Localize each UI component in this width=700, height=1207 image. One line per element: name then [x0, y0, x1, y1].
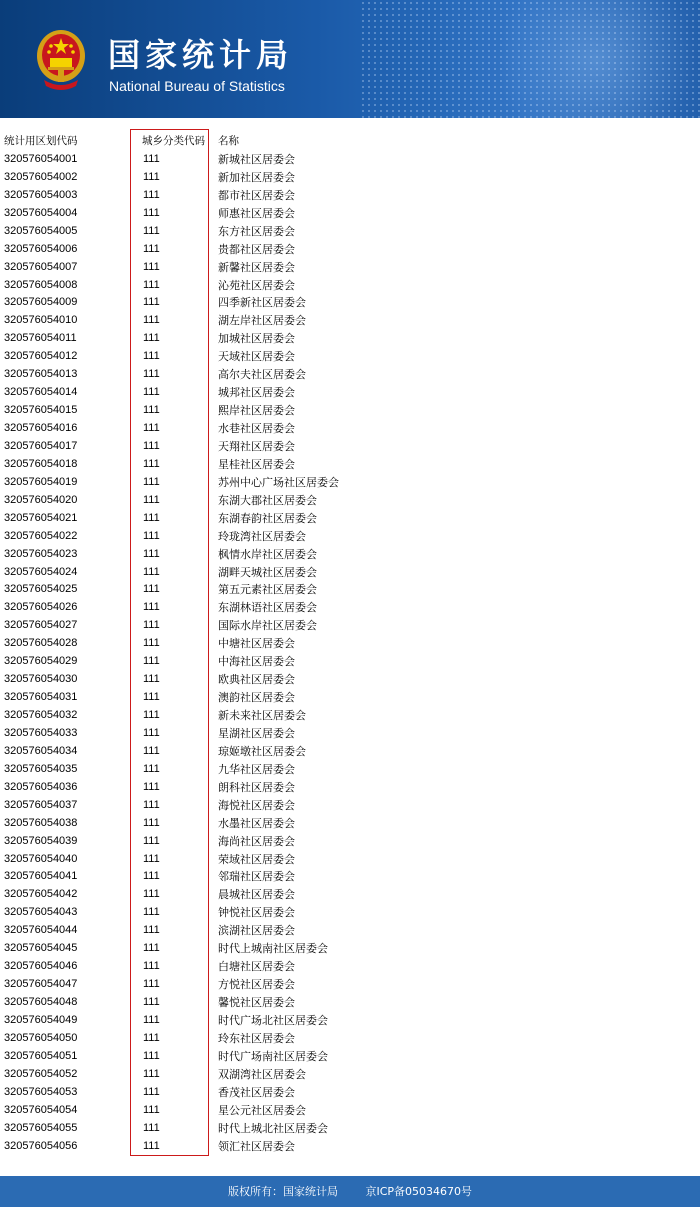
row-name-link[interactable]: 湖畔天城社区居委会 — [218, 565, 317, 579]
row-code-cell: 320576054007 — [4, 260, 78, 273]
row-name-link[interactable]: 馨悦社区居委会 — [218, 996, 295, 1009]
row-category-cell: 111 — [143, 1013, 160, 1026]
row-category-cell: 111 — [143, 924, 160, 937]
row-category-cell: 111 — [143, 152, 160, 165]
row-name-link[interactable]: 白塘社区居委会 — [218, 960, 295, 974]
table-row — [0, 169, 700, 187]
column-header-name: 名称 — [218, 135, 239, 147]
row-code-cell: 320576054036 — [4, 780, 78, 793]
row-category-cell: 111 — [143, 1085, 160, 1098]
row-category-cell: 111 — [143, 1049, 160, 1062]
row-name-link[interactable]: 水巷社区居委会 — [218, 422, 295, 435]
row-category-cell: 111 — [143, 1031, 160, 1044]
table-row — [0, 976, 700, 994]
row-category-cell: 111 — [143, 457, 160, 470]
row-name-link[interactable]: 师惠社区居委会 — [218, 206, 295, 220]
row-code-cell: 320576054014 — [4, 386, 78, 399]
table-row — [0, 833, 700, 851]
row-name-link[interactable]: 东方社区居委会 — [218, 224, 295, 238]
row-code-cell: 320576054042 — [4, 888, 78, 901]
row-name-link[interactable]: 沁苑社区居委会 — [218, 278, 295, 292]
table-row — [0, 761, 700, 779]
row-category-cell: 111 — [143, 870, 160, 883]
row-code-cell: 320576054012 — [4, 350, 78, 363]
row-code-cell: 320576054025 — [4, 583, 78, 596]
table-row — [0, 330, 700, 348]
row-category-cell: 111 — [143, 1067, 160, 1080]
table-row — [0, 223, 700, 241]
row-name-link[interactable]: 熙岸社区居委会 — [218, 404, 295, 418]
row-code-cell: 320576054053 — [4, 1085, 78, 1098]
row-category-cell: 111 — [143, 547, 160, 560]
row-category-cell: 111 — [143, 1121, 160, 1134]
table-row — [0, 599, 700, 617]
row-category-cell: 111 — [143, 188, 160, 201]
table-row — [0, 581, 700, 599]
row-code-cell: 320576054052 — [4, 1067, 78, 1080]
table-row — [0, 725, 700, 743]
table-row — [0, 564, 700, 582]
table-row — [0, 868, 700, 886]
row-name-link[interactable]: 时代广场北社区居委会 — [218, 1013, 328, 1027]
row-code-cell: 320576054006 — [4, 242, 78, 255]
column-header-code: 统计用区划代码 — [4, 135, 78, 147]
row-category-cell: 111 — [143, 386, 160, 399]
row-name-link[interactable]: 新未来社区居委会 — [218, 709, 306, 722]
table-row — [0, 940, 700, 958]
row-code-cell: 320576054037 — [4, 798, 78, 811]
row-code-cell: 320576054020 — [4, 493, 78, 506]
row-code-cell: 320576054019 — [4, 475, 78, 488]
row-category-cell: 111 — [143, 242, 160, 255]
table-row — [0, 474, 700, 492]
table-row — [0, 420, 700, 438]
row-name-link[interactable]: 领汇社区居委会 — [218, 1139, 295, 1153]
row-category-cell: 111 — [143, 260, 160, 273]
row-category-cell: 111 — [143, 780, 160, 793]
site-footer — [0, 1176, 700, 1207]
row-code-cell: 320576054021 — [4, 511, 78, 524]
row-code-cell: 320576054001 — [4, 152, 78, 165]
row-category-cell: 111 — [143, 170, 160, 183]
row-category-cell: 111 — [143, 888, 160, 901]
table-row — [0, 384, 700, 402]
row-name-link[interactable]: 方悦社区居委会 — [218, 978, 295, 992]
table-row — [0, 689, 700, 707]
row-code-cell: 320576054054 — [4, 1103, 78, 1116]
row-code-cell: 320576054009 — [4, 296, 78, 309]
row-code-cell: 320576054016 — [4, 422, 78, 434]
row-name-link[interactable]: 朗科社区居委会 — [218, 780, 295, 794]
row-code-cell: 320576054040 — [4, 852, 78, 865]
row-category-cell: 111 — [143, 726, 160, 739]
row-name-link[interactable]: 欧典社区居委会 — [218, 673, 295, 687]
table-row — [0, 1102, 700, 1120]
row-code-cell: 320576054045 — [4, 942, 78, 955]
table-row — [0, 402, 700, 420]
row-name-link[interactable]: 玲东社区居委会 — [218, 1031, 295, 1045]
row-name-link[interactable]: 玲珑湾社区居委会 — [218, 529, 306, 543]
table-row — [0, 815, 700, 833]
row-code-cell: 320576054010 — [4, 314, 78, 327]
row-name-link[interactable]: 星公元社区居委会 — [218, 1103, 306, 1117]
footer-copyright: 版权所有：国家统计局 — [227, 1185, 338, 1198]
row-name-link[interactable]: 时代上城北社区居委会 — [218, 1121, 328, 1135]
row-category-cell: 111 — [143, 511, 160, 524]
table-row — [0, 671, 700, 689]
table-row — [0, 277, 700, 295]
table-row — [0, 348, 700, 366]
row-code-cell: 320576054033 — [4, 726, 78, 739]
table-row — [0, 510, 700, 528]
table-row — [0, 743, 700, 761]
world-map-dots — [360, 0, 700, 118]
row-name-link[interactable]: 海悦社区居委会 — [218, 798, 295, 812]
row-category-cell: 111 — [143, 314, 160, 327]
row-name-link[interactable]: 钟悦社区居委会 — [218, 906, 295, 920]
row-category-cell: 111 — [143, 691, 160, 704]
row-code-cell: 320576054031 — [4, 691, 78, 704]
row-code-cell: 320576054004 — [4, 206, 78, 219]
row-name-link[interactable]: 九华社区居委会 — [218, 762, 295, 776]
row-category-cell: 111 — [143, 350, 160, 363]
table-row — [0, 528, 700, 546]
row-code-cell: 320576054028 — [4, 637, 78, 650]
row-category-cell: 111 — [143, 762, 160, 775]
row-code-cell: 320576054048 — [4, 996, 78, 1008]
row-code-cell: 320576054039 — [4, 834, 78, 847]
row-category-cell: 111 — [143, 852, 160, 865]
row-name-link[interactable]: 晨城社区居委会 — [218, 888, 295, 902]
division-code-table — [0, 133, 700, 1155]
row-code-cell: 320576054013 — [4, 368, 78, 381]
table-row — [0, 294, 700, 312]
row-code-cell: 320576054050 — [4, 1031, 78, 1044]
table-row — [0, 851, 700, 869]
row-name-link[interactable]: 时代广场南社区居委会 — [218, 1049, 328, 1063]
row-code-cell: 320576054015 — [4, 404, 78, 417]
row-code-cell: 320576054034 — [4, 744, 78, 757]
row-code-cell: 320576054056 — [4, 1139, 78, 1152]
table-row — [0, 1138, 700, 1156]
row-name-link[interactable]: 滨湖社区居委会 — [218, 924, 295, 938]
table-row — [0, 1030, 700, 1048]
row-name-link[interactable]: 天翔社区居委会 — [218, 439, 295, 453]
row-code-cell: 320576054027 — [4, 619, 78, 632]
table-row — [0, 456, 700, 474]
row-category-cell: 111 — [143, 601, 160, 614]
row-code-cell: 320576054055 — [4, 1121, 78, 1134]
row-category-cell: 111 — [143, 493, 160, 506]
row-code-cell: 320576054026 — [4, 601, 78, 614]
row-code-cell: 320576054044 — [4, 924, 78, 937]
row-name-link[interactable]: 邻瑞社区居委会 — [218, 870, 295, 884]
row-category-cell: 111 — [143, 834, 160, 847]
row-category-cell: 111 — [143, 583, 160, 596]
row-name-link[interactable]: 新馨社区居委会 — [218, 260, 295, 274]
row-code-cell: 320576054038 — [4, 816, 78, 829]
row-category-cell: 111 — [143, 637, 160, 650]
row-category-cell: 111 — [143, 906, 160, 919]
row-code-cell: 320576054029 — [4, 655, 78, 668]
row-name-link[interactable]: 第五元素社区居委会 — [218, 583, 317, 597]
row-name-link[interactable]: 星桂社区居委会 — [218, 457, 295, 471]
row-code-cell: 320576054046 — [4, 960, 78, 973]
row-code-cell: 320576054032 — [4, 709, 78, 721]
row-category-cell: 111 — [143, 439, 160, 452]
table-row — [0, 886, 700, 904]
row-code-cell: 320576054018 — [4, 457, 78, 470]
table-row — [0, 366, 700, 384]
table-row — [0, 241, 700, 259]
table-row — [0, 707, 700, 725]
row-code-cell: 320576054047 — [4, 978, 78, 991]
row-name-link[interactable]: 国际水岸社区居委会 — [218, 619, 317, 633]
row-code-cell: 320576054024 — [4, 565, 78, 578]
row-name-link[interactable]: 时代上城南社区居委会 — [218, 942, 328, 956]
row-code-cell: 320576054023 — [4, 547, 78, 560]
row-name-link[interactable]: 双湖湾社区居委会 — [218, 1067, 306, 1081]
table-row — [0, 1048, 700, 1066]
site-header — [0, 0, 700, 118]
table-row — [0, 779, 700, 797]
row-category-cell: 111 — [143, 655, 160, 668]
row-name-link[interactable]: 东湖春韵社区居委会 — [218, 511, 317, 525]
row-name-link[interactable]: 海尚社区居委会 — [218, 834, 295, 848]
row-code-cell: 320576054041 — [4, 870, 78, 883]
row-code-cell: 320576054008 — [4, 278, 78, 291]
row-name-link[interactable]: 新城社区居委会 — [218, 152, 295, 166]
row-category-cell: 111 — [143, 619, 160, 632]
row-name-link[interactable]: 城邦社区居委会 — [218, 386, 295, 400]
row-category-cell: 111 — [143, 709, 160, 721]
table-row — [0, 312, 700, 330]
row-category-cell: 111 — [143, 565, 160, 578]
table-header-row — [0, 133, 700, 151]
table-row — [0, 492, 700, 510]
row-code-cell: 320576054011 — [4, 332, 77, 345]
row-category-cell: 111 — [143, 278, 160, 291]
row-category-cell: 111 — [143, 368, 160, 381]
row-name-link[interactable]: 苏州中心广场社区居委会 — [218, 475, 339, 489]
row-name-link[interactable]: 香茂社区居委会 — [218, 1085, 295, 1099]
table-row — [0, 653, 700, 671]
row-code-cell: 320576054051 — [4, 1049, 78, 1062]
row-category-cell: 111 — [143, 404, 160, 417]
row-category-cell: 111 — [143, 978, 160, 991]
table-row — [0, 994, 700, 1012]
row-code-cell: 320576054043 — [4, 906, 78, 919]
table-row — [0, 546, 700, 564]
table-row — [0, 1084, 700, 1102]
row-name-link[interactable]: 东湖林语社区居委会 — [218, 601, 317, 615]
row-name-link[interactable]: 四季新社区居委会 — [218, 296, 306, 310]
row-code-cell: 320576054005 — [4, 224, 78, 237]
table-body — [0, 151, 700, 1156]
row-category-cell: 111 — [143, 673, 160, 686]
row-category-cell: 111 — [143, 475, 160, 488]
table-row — [0, 259, 700, 277]
row-category-cell: 111 — [143, 1103, 160, 1116]
row-category-cell: 111 — [143, 296, 160, 309]
row-category-cell: 111 — [143, 798, 160, 811]
table-row — [0, 635, 700, 653]
row-name-link[interactable]: 星湖社区居委会 — [218, 726, 295, 740]
table-row — [0, 1066, 700, 1084]
row-name-link[interactable]: 加城社区居委会 — [218, 332, 295, 346]
row-name-link[interactable]: 中塘社区居委会 — [218, 637, 295, 651]
row-name-link[interactable]: 东湖大郡社区居委会 — [218, 493, 317, 507]
table-row — [0, 1120, 700, 1138]
row-category-cell: 111 — [143, 816, 160, 829]
row-category-cell: 111 — [143, 942, 160, 955]
row-name-link[interactable]: 水墨社区居委会 — [218, 816, 295, 830]
row-category-cell: 111 — [143, 332, 160, 345]
row-code-cell: 320576054002 — [4, 170, 78, 183]
row-category-cell: 111 — [143, 422, 160, 434]
footer-icp-link[interactable]: 京ICP备05034670号 — [365, 1185, 473, 1198]
table-row — [0, 797, 700, 815]
column-header-category: 城乡分类代码 — [142, 135, 205, 147]
row-category-cell: 111 — [143, 960, 160, 973]
table-row — [0, 904, 700, 922]
row-name-link[interactable]: 都市社区居委会 — [218, 188, 295, 202]
table-row — [0, 151, 700, 169]
site-title-en: National Bureau of Statistics — [109, 78, 285, 94]
site-title-cn: 国家统计局 — [108, 36, 294, 74]
row-category-cell: 111 — [143, 996, 160, 1008]
table-row — [0, 187, 700, 205]
row-code-cell: 320576054017 — [4, 439, 78, 452]
row-code-cell: 320576054035 — [4, 762, 78, 775]
row-category-cell: 111 — [143, 224, 160, 237]
row-category-cell: 111 — [143, 529, 160, 542]
table-row — [0, 205, 700, 223]
row-name-link[interactable]: 枫情水岸社区居委会 — [218, 547, 317, 561]
row-name-link[interactable]: 高尔夫社区居委会 — [218, 368, 306, 382]
row-category-cell: 111 — [143, 744, 160, 757]
row-category-cell: 111 — [143, 206, 160, 219]
row-name-link[interactable]: 琼姬墩社区居委会 — [218, 744, 306, 758]
table-row — [0, 1012, 700, 1030]
table-row — [0, 438, 700, 456]
table-row — [0, 617, 700, 635]
national-emblem-icon — [34, 26, 88, 92]
row-code-cell: 320576054030 — [4, 673, 78, 686]
row-name-link[interactable]: 贵都社区居委会 — [218, 242, 295, 256]
row-name-link[interactable]: 新加社区居委会 — [218, 170, 295, 184]
row-name-link[interactable]: 澳韵社区居委会 — [218, 691, 295, 705]
row-name-link[interactable]: 荣域社区居委会 — [218, 852, 295, 866]
row-code-cell: 320576054049 — [4, 1013, 78, 1026]
table-row — [0, 958, 700, 976]
row-category-cell: 111 — [143, 1139, 160, 1152]
row-name-link[interactable]: 中海社区居委会 — [218, 655, 295, 669]
row-name-link[interactable]: 天域社区居委会 — [218, 350, 295, 364]
table-row — [0, 922, 700, 940]
row-code-cell: 320576054003 — [4, 188, 78, 201]
row-code-cell: 320576054022 — [4, 529, 78, 542]
row-name-link[interactable]: 湖左岸社区居委会 — [218, 314, 306, 328]
